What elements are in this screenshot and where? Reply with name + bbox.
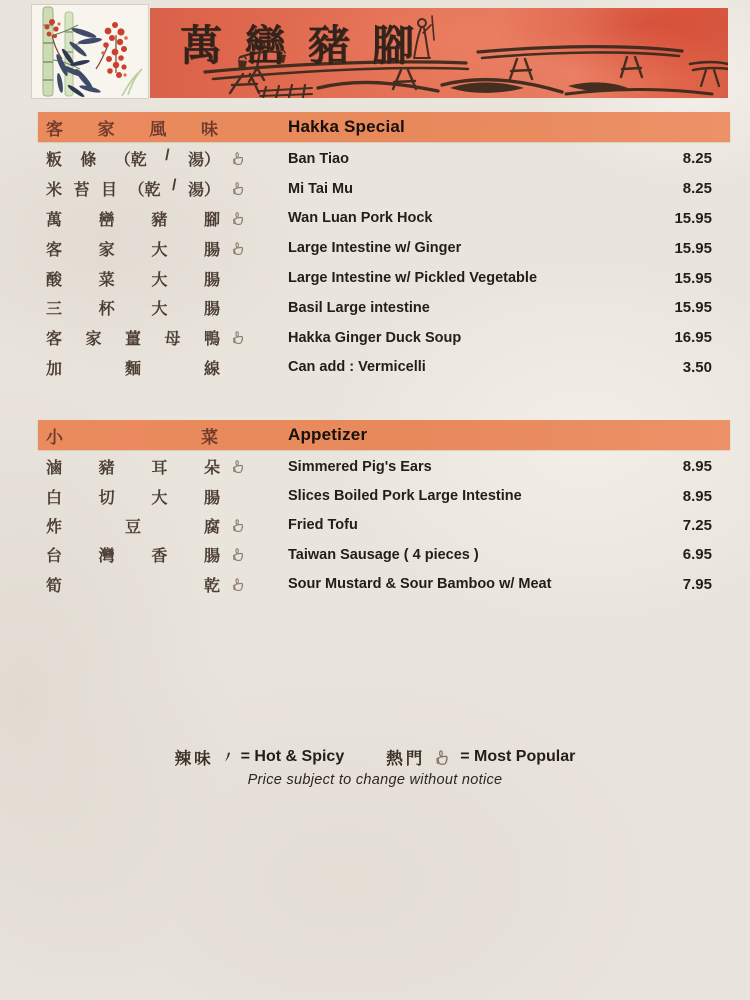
item-name-en: Hakka Ginger Duck Soup xyxy=(288,329,462,346)
thumbs-up-icon xyxy=(231,329,246,346)
item-price: 8.25 xyxy=(682,180,712,198)
item-name-en: Mi Tai Mu xyxy=(288,180,353,197)
menu-item-row xyxy=(38,263,730,293)
item-name-en: Basil Large intestine xyxy=(288,299,430,316)
item-name-zh: 台 灣 香 腸 xyxy=(46,548,220,566)
restaurant-name: 萬巒豬腳 xyxy=(180,21,437,70)
item-name-en: Slices Boiled Pork Large Intestine xyxy=(288,488,522,505)
item-price: 15.95 xyxy=(674,209,712,227)
menu-item-row xyxy=(38,233,730,263)
popular-label-zh: 熱門 xyxy=(386,750,426,768)
item-price: 3.50 xyxy=(682,358,712,376)
section-rows xyxy=(38,142,730,382)
spicy-label-en: = Hot & Spicy xyxy=(240,748,345,765)
item-name-en: Large Intestine w/ Pickled Vegetable xyxy=(288,270,538,287)
menu-item-row xyxy=(38,293,730,323)
item-price: 15.95 xyxy=(674,269,712,287)
item-price: 15.95 xyxy=(674,239,712,257)
item-price: 8.95 xyxy=(682,458,712,476)
item-name-zh: 筍 乾 xyxy=(46,577,220,595)
thumbs-up-icon xyxy=(231,458,246,475)
chili-icon xyxy=(222,750,232,764)
menu-item-row xyxy=(38,353,730,383)
popular-mark xyxy=(220,210,256,227)
popular-mark xyxy=(220,329,256,346)
item-price: 8.25 xyxy=(682,150,712,168)
section-header-bar xyxy=(38,420,730,450)
item-name-en: Fried Tofu xyxy=(288,517,358,534)
popular-mark xyxy=(220,576,256,593)
bamboo-painting xyxy=(32,5,148,98)
menu-item-row xyxy=(38,174,730,204)
item-name-zh: 萬 巒 豬 腳 xyxy=(46,211,220,229)
item-price: 8.95 xyxy=(682,487,712,505)
item-name-en: Sour Mustard & Sour Bamboo w/ Meat xyxy=(288,576,552,593)
popular-mark xyxy=(220,150,256,167)
item-name-en: Taiwan Sausage ( 4 pieces ) xyxy=(288,546,479,563)
section-appetizer xyxy=(38,420,730,599)
popular-mark xyxy=(220,240,256,257)
popular-mark xyxy=(220,517,256,534)
thumbs-up-icon xyxy=(231,210,246,227)
spicy-label-zh: 辣味 xyxy=(174,750,214,768)
item-name-zh: 滷 豬 耳 朵 xyxy=(46,460,220,478)
item-name-zh: 客 家 薑 母 鴨 xyxy=(46,331,220,349)
menu-item-row xyxy=(38,144,730,174)
item-name-en: Wan Luan Pork Hock xyxy=(288,210,433,227)
thumbs-up-icon xyxy=(231,150,246,167)
menu-item-row xyxy=(38,540,730,569)
item-name-zh: 炸 豆 腐 xyxy=(46,518,220,536)
section-title-zh: 小 菜 xyxy=(46,427,218,447)
item-price: 15.95 xyxy=(674,299,712,317)
section-title-en: Hakka Special xyxy=(288,117,405,136)
item-name-zh: 客 家 大 腸 xyxy=(46,241,220,259)
restaurant-banner xyxy=(150,8,728,98)
item-name-zh: 白 切 大 腸 xyxy=(46,489,220,507)
item-price: 7.95 xyxy=(682,575,712,593)
item-name-zh: 酸 菜 大 腸 xyxy=(46,271,220,289)
menu-item-row xyxy=(38,452,730,481)
popular-mark xyxy=(220,458,256,475)
thumbs-up-icon xyxy=(434,748,451,767)
section-title-en: Appetizer xyxy=(288,425,368,444)
section-rows xyxy=(38,450,730,599)
menu-item-row xyxy=(38,511,730,540)
item-name-zh: 三 杯 大 腸 xyxy=(46,301,220,319)
item-name-en: Can add : Vermicelli xyxy=(288,359,426,376)
price-notice: Price subject to change without notice xyxy=(247,772,503,788)
bamboo-painting-art xyxy=(32,5,148,98)
popular-label-en: = Most Popular xyxy=(460,748,576,765)
thumbs-up-icon xyxy=(231,180,246,197)
item-price: 6.95 xyxy=(682,546,712,564)
menu-item-row xyxy=(38,481,730,510)
item-name-en: Simmered Pig's Ears xyxy=(288,458,432,475)
section-title-zh: 客 家 風 味 xyxy=(46,119,218,139)
item-name-en: Ban Tiao xyxy=(288,150,349,167)
item-price: 7.25 xyxy=(682,516,712,534)
popular-mark xyxy=(220,546,256,563)
popular-mark xyxy=(220,180,256,197)
item-name-zh: 加 麵 線 xyxy=(46,360,220,378)
thumbs-up-icon xyxy=(231,576,246,593)
legend xyxy=(0,744,750,770)
item-name-en: Large Intestine w/ Ginger xyxy=(288,240,462,257)
menu-item-row xyxy=(38,323,730,353)
item-price: 16.95 xyxy=(674,329,712,347)
thumbs-up-icon xyxy=(231,517,246,534)
thumbs-up-icon xyxy=(231,546,246,563)
thumbs-up-icon xyxy=(231,240,246,257)
menu-item-row xyxy=(38,570,730,599)
item-name-zh: 米 苔 目 （乾 / 湯） xyxy=(46,177,220,200)
menu-item-row xyxy=(38,204,730,234)
section-hakka-special xyxy=(38,112,730,382)
section-header-bar xyxy=(38,112,730,142)
item-name-zh: 粄 條 （乾 / 湯） xyxy=(46,147,220,170)
